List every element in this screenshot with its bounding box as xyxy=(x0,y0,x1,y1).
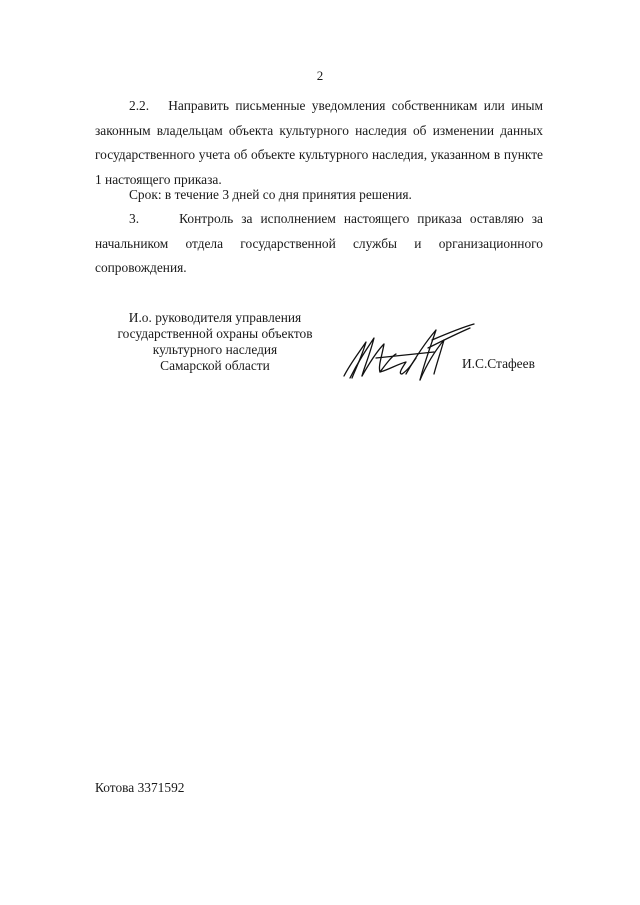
signer-name: И.С.Стафеев xyxy=(462,356,535,371)
signatory-title xyxy=(95,310,335,374)
signatory-title-line: Самарской области xyxy=(160,358,270,373)
signatory-title-line: И.о. руководителя управления xyxy=(128,310,302,325)
handwritten-signature xyxy=(336,318,476,388)
signatory-title-line: культурного наследия xyxy=(152,342,278,357)
paragraph-2-2: 2.2. Направить письменные уведомления собственникам или иным законным владельцам объекта культурного наследия об изменении данных государственного учета об объекте культурного наследия, указанном в пункте 1 настоящего приказа. xyxy=(95,98,543,187)
paragraph-3: 3. Контроль за исполнением настоящего приказа оставляю за начальником отдела государственной службы и организационного сопровождения. xyxy=(95,211,543,275)
page-number: 2 xyxy=(316,68,324,83)
executor-contact: Котова 3371592 xyxy=(95,780,185,795)
signatory-title-line: государственной охраны объектов xyxy=(117,326,313,341)
deadline-paragraph: Срок: в течение 3 дней со дня принятия решения. xyxy=(129,187,412,202)
